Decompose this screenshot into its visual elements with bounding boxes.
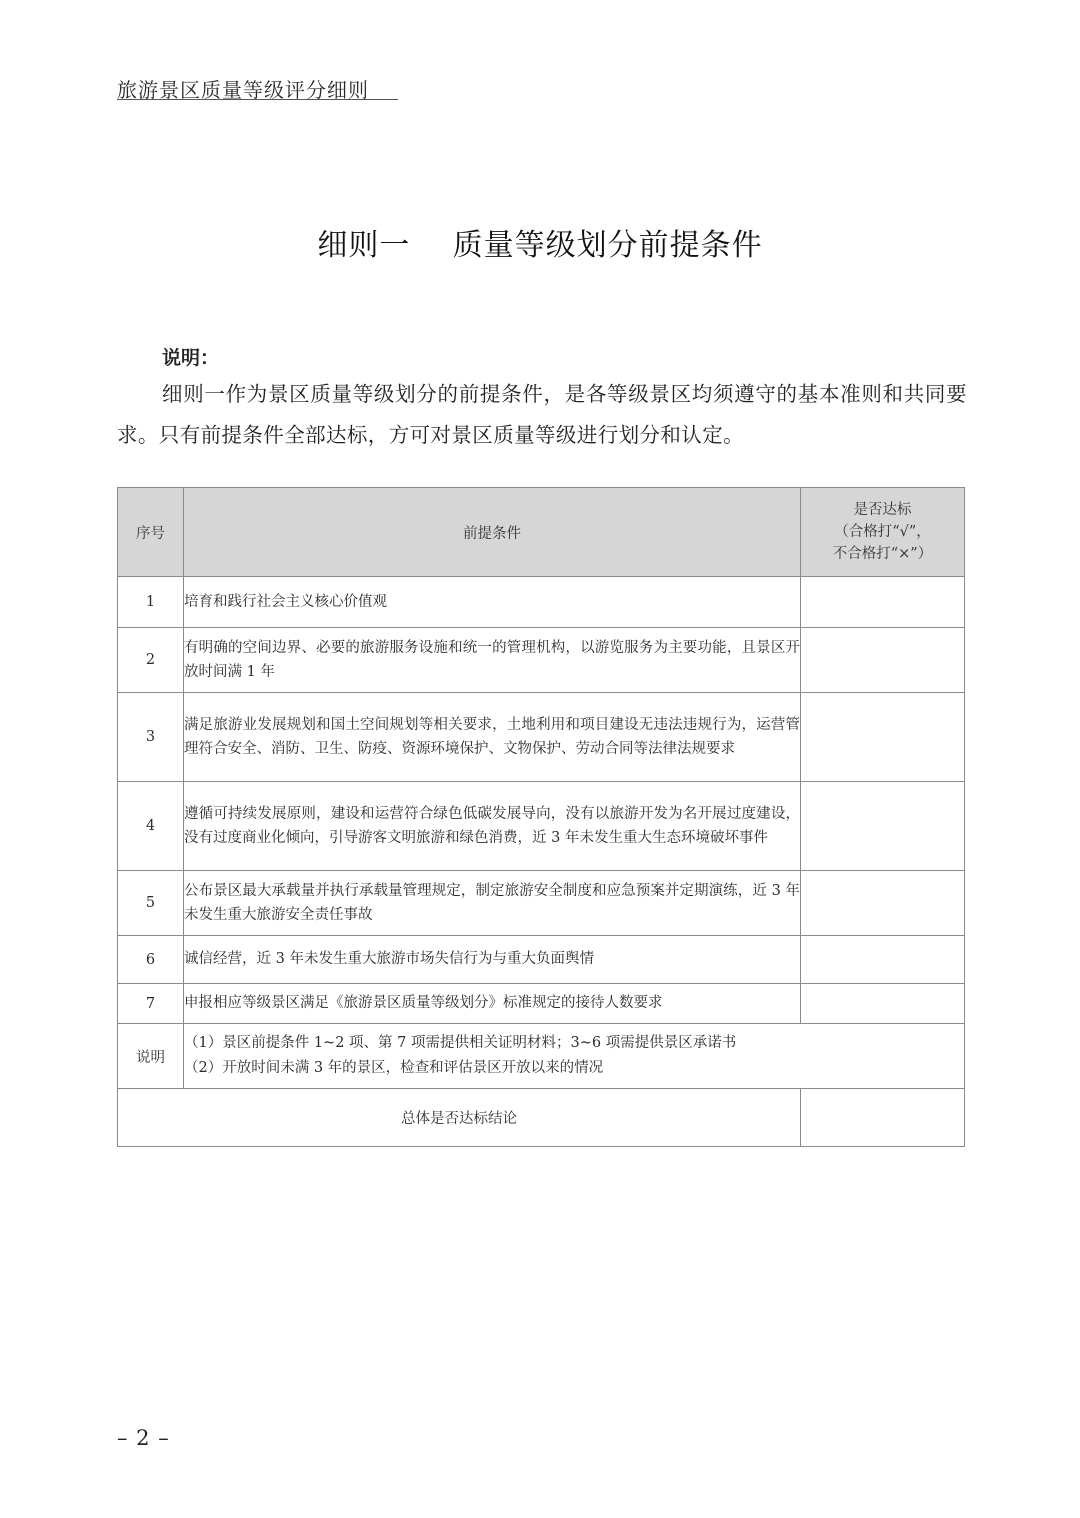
row-number: 6 [118, 936, 184, 984]
header-compliance-line: 是否达标 [853, 502, 912, 518]
table-row [118, 871, 965, 936]
conclusion-row [118, 1089, 965, 1147]
chapter-title: 细则一 质量等级划分前提条件 [317, 228, 763, 263]
compliance-cell[interactable] [801, 782, 965, 871]
header-index: 序号 [118, 488, 184, 577]
row-condition: 满足旅游业发展规划和国土空间规划等相关要求，土地利用和项目建设无违法违规行为，运营管理符合安全、消防、卫生、防疫、资源环境保护、文物保护、劳动合同等法律法规要求 [184, 693, 801, 782]
notes-row [118, 1024, 965, 1089]
row-condition: 有明确的空间边界、必要的旅游服务设施和统一的管理机构，以游览服务为主要功能，且景区开放时间满 1 年 [184, 628, 801, 693]
header-compliance-line: 不合格打“×”） [832, 546, 933, 562]
page-number: – 2 – [117, 1426, 170, 1450]
compliance-cell[interactable] [801, 693, 965, 782]
note-body: 细则一作为景区质量等级划分的前提条件，是各等级景区均须遵守的基本准则和共同要求。只有前提条件全部达标，方可对景区质量等级进行划分和认定。 [117, 382, 967, 447]
note-label: 说明： [162, 347, 220, 369]
row-number: 3 [118, 693, 184, 782]
conclusion-label: 总体是否达标结论 [118, 1089, 801, 1147]
header-rule [117, 99, 398, 100]
row-number: 2 [118, 628, 184, 693]
row-condition: 公布景区最大承载量并执行承载量管理规定，制定旅游安全制度和应急预案并定期演练，近 3 年未发生重大旅游安全责任事故 [184, 871, 801, 936]
row-condition: 遵循可持续发展原则，建设和运营符合绿色低碳发展导向，没有以旅游开发为名开展过度建设，没有过度商业化倾向，引导游客文明旅游和绿色消费，近 3 年未发生重大生态环境破坏事件 [184, 782, 801, 871]
table-row [118, 984, 965, 1024]
compliance-cell[interactable] [801, 628, 965, 693]
table-row [118, 782, 965, 871]
compliance-cell[interactable] [801, 936, 965, 984]
compliance-cell[interactable] [801, 984, 965, 1024]
row-condition: 培育和践行社会主义核心价值观 [184, 577, 801, 628]
compliance-cell[interactable] [801, 577, 965, 628]
header-compliance-line: （合格打“√”， [834, 524, 931, 540]
row-number: 4 [118, 782, 184, 871]
table-row [118, 577, 965, 628]
note-line: （2）开放时间未满 3 年的景区，检查和评估景区开放以来的情况 [184, 1060, 604, 1076]
table-header-row [118, 488, 965, 577]
compliance-cell[interactable] [801, 871, 965, 936]
note-line: （1）景区前提条件 1~2 项、第 7 项需提供相关证明材料；3~6 项需提供景区承诺书 [184, 1035, 737, 1051]
header-condition: 前提条件 [184, 488, 801, 577]
notes-label: 说明 [118, 1024, 184, 1089]
table-row [118, 936, 965, 984]
header-compliance [801, 488, 965, 577]
running-header: 旅游景区质量等级评分细则 [117, 78, 369, 102]
row-condition: 申报相应等级景区满足《旅游景区质量等级划分》标准规定的接待人数要求 [184, 984, 801, 1024]
table-row [118, 628, 965, 693]
conditions-table [117, 487, 965, 1147]
table-row [118, 693, 965, 782]
row-number: 1 [118, 577, 184, 628]
row-condition: 诚信经营，近 3 年未发生重大旅游市场失信行为与重大负面舆情 [184, 936, 801, 984]
conclusion-cell[interactable] [801, 1089, 965, 1147]
row-number: 5 [118, 871, 184, 936]
row-number: 7 [118, 984, 184, 1024]
notes-content [184, 1024, 965, 1089]
